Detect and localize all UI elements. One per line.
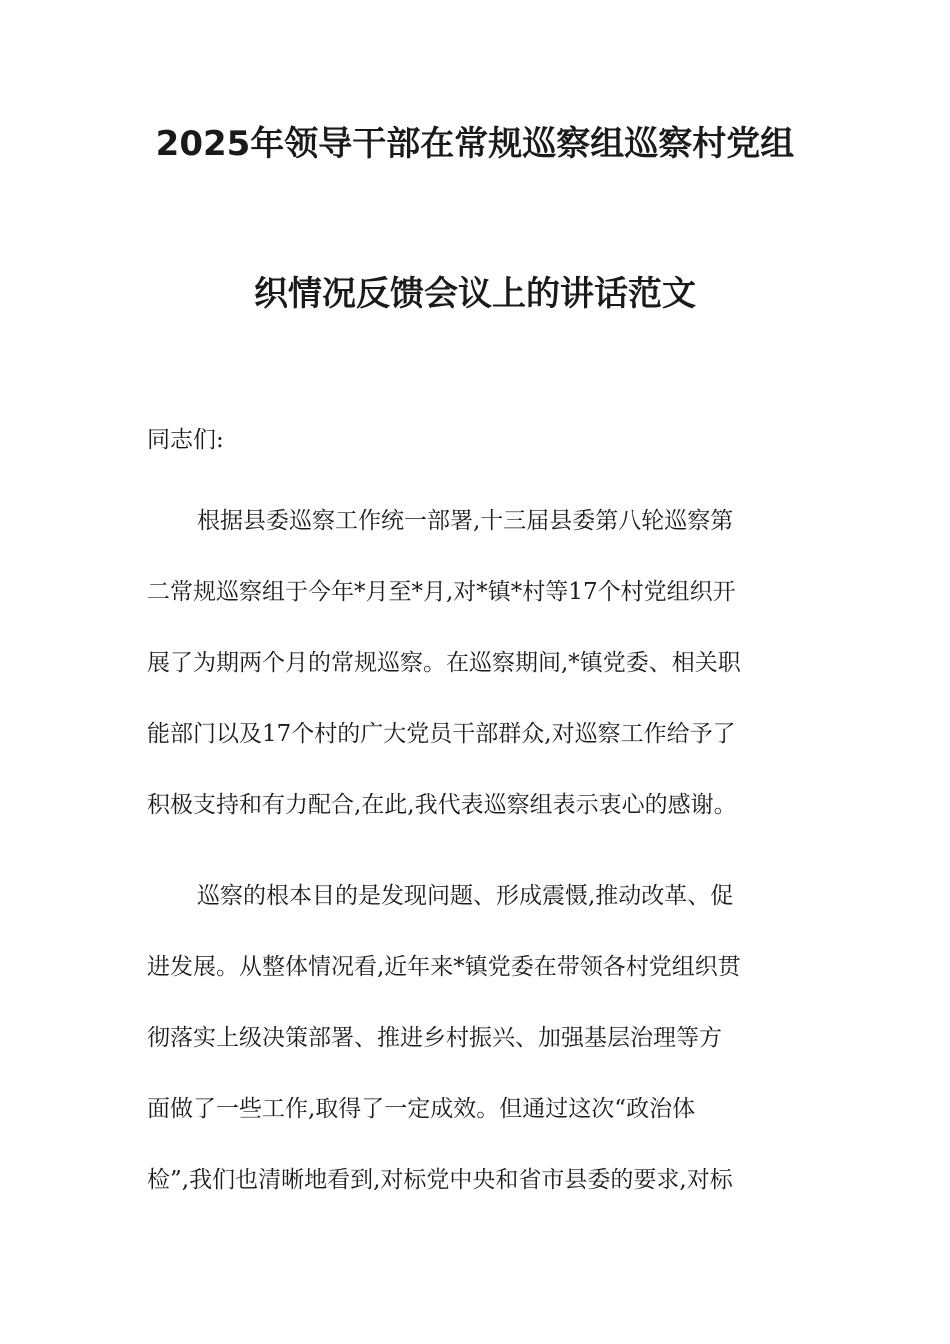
document-title-line-1: 2025年领导干部在常规巡察组巡察村党组	[155, 124, 795, 164]
body-line: 二常规巡察组于今年*月至*月,对*镇*村等17个村党组织开	[147, 579, 736, 605]
body-line: 积极支持和有力配合,在此,我代表巡察组表示衷心的感谢。	[147, 792, 737, 818]
body-line: 根据县委巡察工作统一部署,十三届县委第八轮巡察第	[197, 508, 734, 534]
body-line: 检”,我们也清晰地看到,对标党中央和省市县委的要求,对标	[147, 1167, 733, 1193]
body-line: 展了为期两个月的常规巡察。在巡察期间,*镇党委、相关职	[147, 650, 741, 676]
body-line: 面做了一些工作,取得了一定成效。但通过这次“政治体	[147, 1096, 696, 1122]
body-line: 进发展。从整体情况看,近年来*镇党委在带领各村党组织贯	[147, 954, 741, 980]
salutation: 同志们:	[147, 427, 224, 453]
document-title-line-2: 织情况反馈会议上的讲话范文	[254, 274, 696, 314]
body-line: 巡察的根本目的是发现问题、形成震慑,推动改革、促	[197, 883, 734, 909]
body-line: 能部门以及17个村的广大党员干部群众,对巡察工作给予了	[147, 721, 736, 747]
body-line: 彻落实上级决策部署、推进乡村振兴、加强基层治理等方	[147, 1025, 722, 1051]
